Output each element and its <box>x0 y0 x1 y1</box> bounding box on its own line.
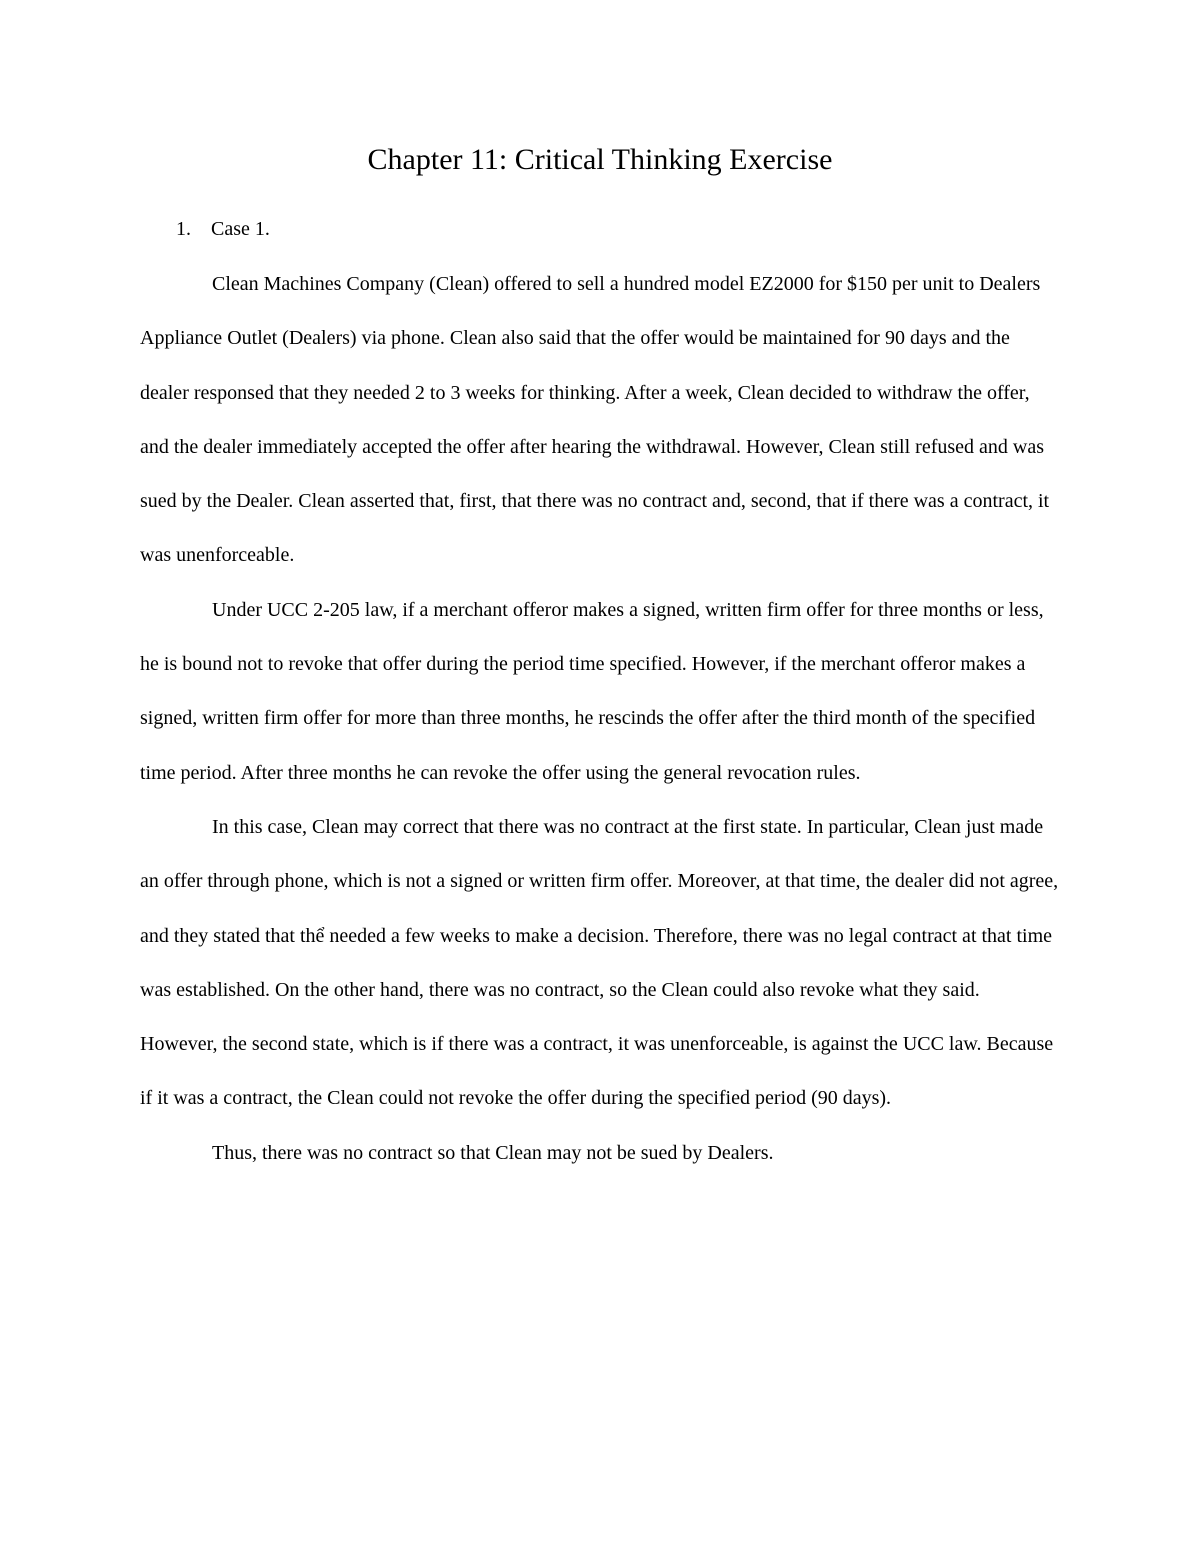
page-title: Chapter 11: Critical Thinking Exercise <box>367 143 833 176</box>
paragraph-law: Under UCC 2-205 law, if a merchant offeror makes a signed, written firm offer for three months or less, he is bound not to revoke that offer during the period time specified. However, if the merchant offeror makes a signed, written firm offer for more than three months, he rescinds the offer after the third month of the specified time period. After three months he can revoke the offer using the general revocation rules. <box>140 598 1044 784</box>
document-body <box>140 257 1060 1180</box>
paragraph-conclusion: Thus, there was no contract so that Clean may not be sued by Dealers. <box>212 1141 774 1164</box>
list-item-case-1 <box>176 211 270 247</box>
list-number: 1. <box>176 218 191 240</box>
paragraph-facts: Clean Machines Company (Clean) offered to sell a hundred model EZ2000 for $150 per unit to Dealers Appliance Outlet (Dealers) via phone. Clean also said that the offer would be maintained for 90 days and the dealer responsed that they needed 2 to 3 weeks for thinking. After a week, Clean decided to withdraw the offer, and the dealer immediately accepted the offer after hearing the withdrawal. However, Clean still refused and was sued by the Dealer. Clean asserted that, first, that there was no contract and, second, that if there was a contract, it was unenforceable. <box>140 273 1050 567</box>
paragraph-analysis: In this case, Clean may correct that there was no contract at the first state. In particular, Clean just made an offer through phone, which is not a signed or written firm offer. Moreover, at that time, the dealer did not agree, and they stated that thể needed a few weeks to make a decision. Therefore, there was no legal contract at that time was established. On the other hand, there was no contract, so the Clean could also revoke what they said. However, the second state, which is if there was a contract, it was unenforceable, is against the UCC law. Because if it was a contract, the Clean could not revoke the offer during the specified period (90 days). <box>140 815 1059 1110</box>
list-label: Case 1. <box>211 218 270 240</box>
